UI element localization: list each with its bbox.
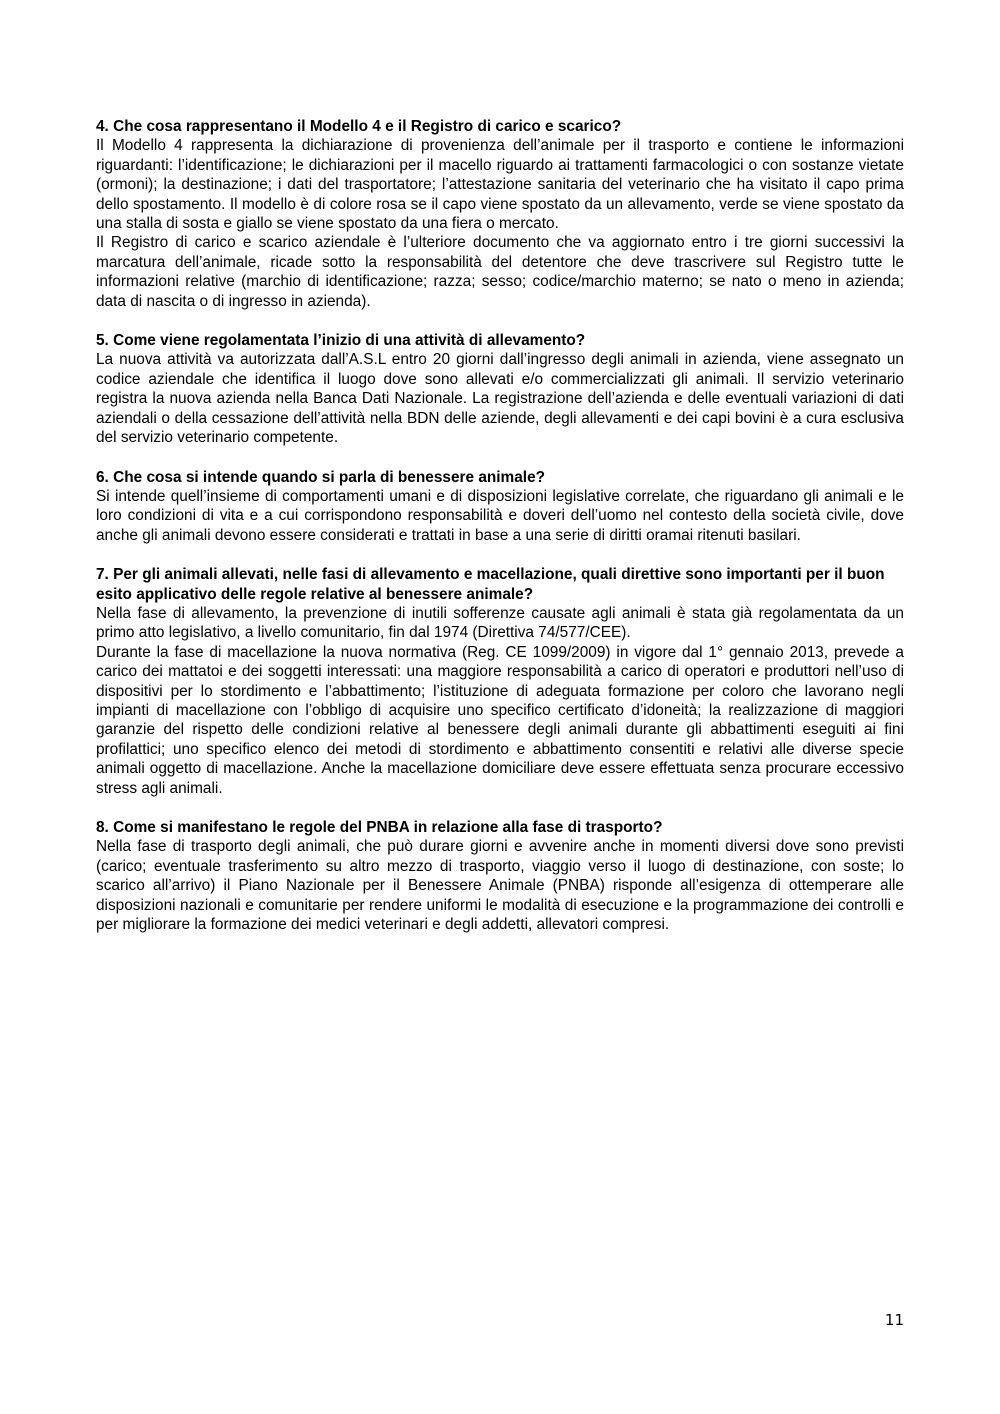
section-heading: 4. Che cosa rappresentano il Modello 4 e il Registro di carico e scarico? [96,118,622,135]
paragraph: Il Registro di carico e scarico aziendale è l’ulteriore documento che va aggiornato entro i tre giorni successivi la marcatura dell’animale, ricade sotto la responsabilità del detentore che deve trascrivere sul Registro tutte le informazioni relative (marchio di identificazione; razza; sesso; codice/marchio materno; se nato o meno in azienda; data di nascita o di ingresso in azienda). [96,234,904,310]
paragraph: Durante la fase di macellazione la nuova normativa (Reg. CE 1099/2009) in vigore dal 1° gennaio 2013, prevede a carico dei mattatoi e dei soggetti interessati: una maggiore responsabilità a carico di operatori e produttori nell’uso di dispositivi per lo stordimento e l’abbattimento; l’istituzione di adeguata formazione per coloro che lavorano negli impianti di macellazione con l’obbligo di acquisire uno specifico certificato d’idoneità; la realizzazione di maggiori garanzie del rispetto delle condizioni relative al benessere degli animali durante gli abbattimenti eseguiti ai fini profilattici; uno specifico elenco dei metodi di stordimento e abbattimento consentiti e relativi alle diverse specie animali oggetto di macellazione. Anche la macellazione domiciliare deve essere effettuata senza procurare eccessivo stress agli animali. [96,643,904,797]
paragraph: Il Modello 4 rappresenta la dichiarazione di provenienza dell’animale per il trasporto e contiene le informazioni riguardanti: l’identificazione; le dichiarazioni per il macello riguardo ai trattamenti farmacologici o con sostanze vietate (ormoni); la destinazione; i dati del trasportatore; l’attestazione sanitaria del veterinario che ha visitato il capo prima dello spostamento. Il modello è di colore rosa se il capo viene spostato da un allevamento, verde se viene spostato da una stalla di sosta e giallo se viene spostato da una fiera o mercato. [96,137,904,233]
section-heading: 7. Per gli animali allevati, nelle fasi di allevamento e macellazione, quali direttive sono importanti per il buon esito applicativo delle regole relative al benessere animale? [96,566,885,603]
section-benessere-animale [96,468,904,546]
section-heading: 8. Come si manifestano le regole del PNBA in relazione alla fase di trasporto? [96,819,663,836]
section-pnba-trasporto [96,818,904,934]
paragraph: Nella fase di allevamento, la prevenzione di inutili sofferenze causate agli animali è stata già regolamentata da un primo atto legislativo, a livello comunitario, fin dal 1974 (Direttiva 74/577/CEE). [96,604,904,642]
page-number: 11 [884,1311,904,1329]
section-direttive [96,565,904,798]
section-modello-4 [96,117,904,311]
section-heading: 6. Che cosa si intende quando si parla di benessere animale? [96,468,546,486]
paragraph: La nuova attività va autorizzata dall’A.S.L entro 20 giorni dall’ingresso degli animali in azienda, viene assegnato un codice aziendale che identifica il luogo dove sono allevati e/o commercializzati gli animali. Il servizio veterinario registra la nuova azienda nella Banca Dati Nazionale. La registrazione dell’azienda e delle eventuali variazioni di dati aziendali o della cessazione dell’attività nella BDN delle aziende, degli allevamenti e dei capi bovini è a cura esclusiva del servizio veterinario competente. [96,351,904,447]
paragraph: Si intende quell’insieme di comportamenti umani e di disposizioni legislative correlate, che riguardano gli animali e le loro condizioni di vita e a cui corrispondono responsabilità e doveri dell’uomo nel contesto della società civile, dove anche gli animali devono essere considerati e trattati in base a una serie di diritti oramai ritenuti basilari. [96,487,904,544]
section-heading: 5. Come viene regolamentata l’inizio di una attività di allevamento? [96,332,586,350]
document-body [96,117,904,954]
paragraph: Nella fase di trasporto degli animali, che può durare giorni e avvenire anche in momenti diversi dove sono previsti (carico; eventuale trasferimento su altro mezzo di trasporto, viaggio verso il luogo di destinazione, con soste; lo scarico all’arrivo) il Piano Nazionale per il Benessere Animale (PNBA) risponde all’esigenza di ottemperare alle disposizioni nazionali e comunitarie per rendere uniformi le modalità di esecuzione e la programmazione dei controlli e per migliorare la formazione dei medici veterinari e degli addetti, allevatori compresi. [96,838,904,934]
section-inizio-attivita [96,331,904,447]
